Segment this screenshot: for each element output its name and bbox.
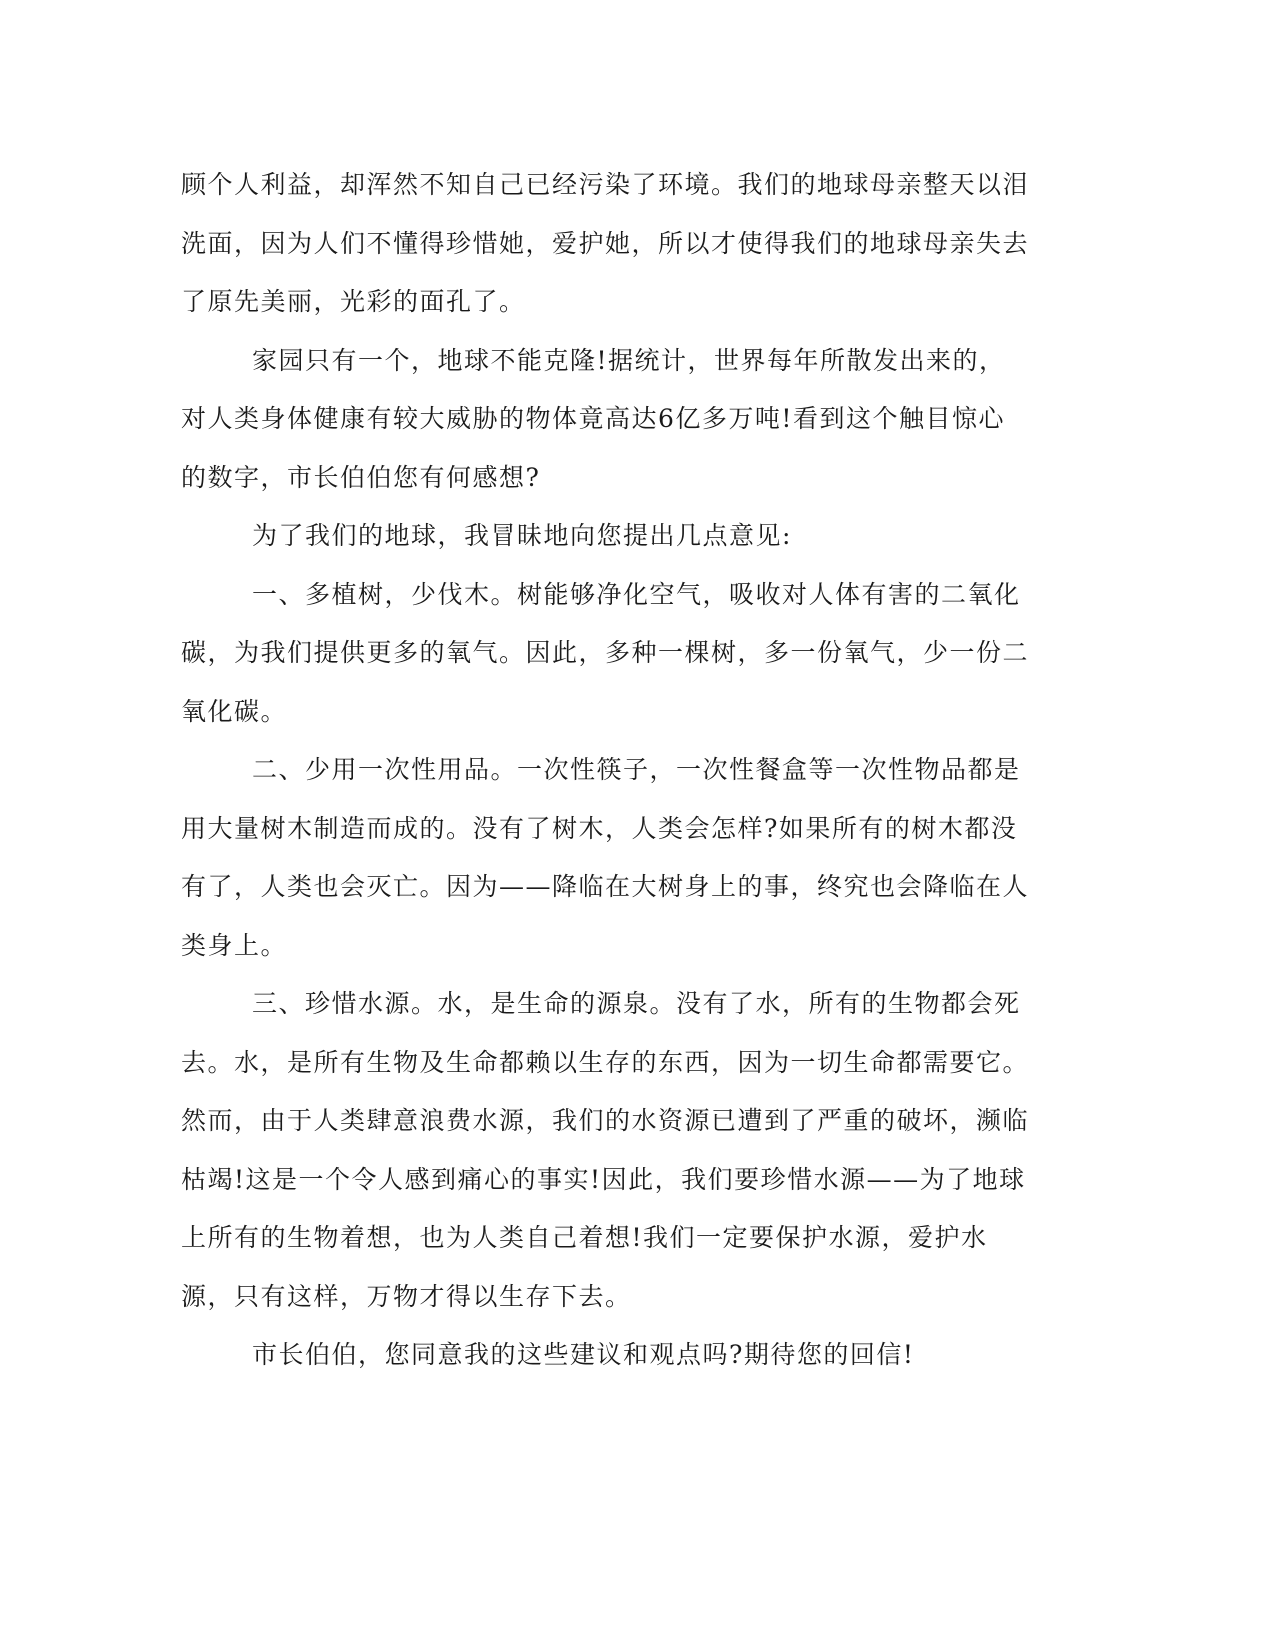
- paragraph-suggestion-water: 三、珍惜水源。水，是生命的源泉。没有了水，所有的生物都会死去。水，是所有生物及生命都赖以生存的东西，因为一切生命都需要它。然而，由于人类肆意浪费水源，我们的水资源已遭到了严重的破坏，濒临枯竭!这是一个令人感到痛心的事实!因此，我们要珍惜水源——为了地球上所有的生物着想，也为人类自己着想!我们一定要保护水源，爱护水源，只有这样，万物才得以生存下去。: [181, 989, 1030, 1311]
- paragraph-statistics: 家园只有一个，地球不能克隆!据统计，世界每年所散发出来的，对人类身体健康有较大威胁的物体竟高达6亿多万吨!看到这个触目惊心的数字，市长伯伯您有何感想?: [181, 345, 1006, 492]
- paragraph-suggestions-intro: 为了我们的地球，我冒昧地向您提出几点意见:: [252, 521, 792, 550]
- letter-body: [181, 156, 1031, 1385]
- paragraph-suggestion-trees: 一、多植树，少伐木。树能够净化空气，吸收对人体有害的二氧化碳，为我们提供更多的氧气。因此，多种一棵树，多一份氧气，少一份二氧化碳。: [181, 579, 1030, 726]
- paragraph-closing: 市长伯伯，您同意我的这些建议和观点吗?期待您的回信!: [252, 1340, 915, 1369]
- paragraph-continued-environment: 顾个人利益，却浑然不知自己已经污染了环境。我们的地球母亲整天以泪洗面，因为人们不懂得珍惜她，爱护她，所以才使得我们的地球母亲失去了原先美丽，光彩的面孔了。: [181, 170, 1030, 316]
- paragraph-suggestion-disposables: 二、少用一次性用品。一次性筷子，一次性餐盒等一次性物品都是用大量树木制造而成的。没有了树木，人类会怎样?如果所有的树木都没有了，人类也会灭亡。因为——降临在大树身上的事，终究也会降临在人类身上。: [181, 755, 1030, 960]
